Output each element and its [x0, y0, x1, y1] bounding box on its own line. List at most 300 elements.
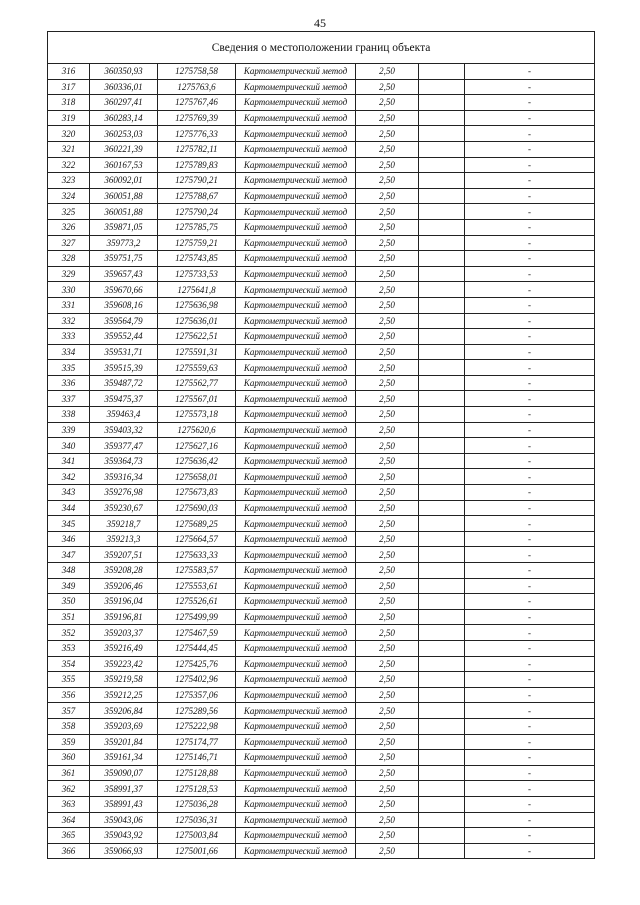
method-cell: Картометрический метод	[236, 703, 356, 719]
x-coordinate-cell: 359161,34	[90, 750, 158, 766]
description-cell: -	[465, 204, 595, 220]
y-coordinate-cell: 1275622,51	[158, 329, 236, 345]
point-number-cell: 319	[48, 110, 90, 126]
point-number-cell: 320	[48, 126, 90, 142]
description-cell: -	[465, 594, 595, 610]
description-cell: -	[465, 141, 595, 157]
point-number-cell: 353	[48, 640, 90, 656]
x-coordinate-cell: 358991,37	[90, 781, 158, 797]
description-cell: -	[465, 407, 595, 423]
table-row	[48, 594, 595, 610]
x-coordinate-cell: 359206,46	[90, 578, 158, 594]
y-coordinate-cell: 1275128,88	[158, 765, 236, 781]
y-coordinate-cell: 1275767,46	[158, 95, 236, 111]
accuracy-cell: 2,50	[356, 734, 419, 750]
method-cell: Картометрический метод	[236, 282, 356, 298]
table-row	[48, 734, 595, 750]
table-row	[48, 266, 595, 282]
accuracy-cell: 2,50	[356, 79, 419, 95]
y-coordinate-cell: 1275759,21	[158, 235, 236, 251]
point-number-cell: 334	[48, 344, 90, 360]
x-coordinate-cell: 359196,81	[90, 609, 158, 625]
description-cell: -	[465, 656, 595, 672]
table-row	[48, 110, 595, 126]
x-coordinate-cell: 358991,43	[90, 796, 158, 812]
point-number-cell: 358	[48, 718, 90, 734]
extra-cell	[419, 438, 465, 454]
description-cell: -	[465, 188, 595, 204]
table-row	[48, 469, 595, 485]
extra-cell	[419, 781, 465, 797]
point-number-cell: 349	[48, 578, 90, 594]
table-row	[48, 609, 595, 625]
x-coordinate-cell: 359531,71	[90, 344, 158, 360]
y-coordinate-cell: 1275788,67	[158, 188, 236, 204]
x-coordinate-cell: 359203,37	[90, 625, 158, 641]
extra-cell	[419, 765, 465, 781]
y-coordinate-cell: 1275567,01	[158, 391, 236, 407]
x-coordinate-cell: 360221,39	[90, 141, 158, 157]
description-cell: -	[465, 329, 595, 345]
x-coordinate-cell: 359219,58	[90, 672, 158, 688]
extra-cell	[419, 563, 465, 579]
extra-cell	[419, 812, 465, 828]
point-number-cell: 336	[48, 375, 90, 391]
description-cell: -	[465, 391, 595, 407]
table-row	[48, 750, 595, 766]
method-cell: Картометрический метод	[236, 95, 356, 111]
table-row	[48, 297, 595, 313]
y-coordinate-cell: 1275733,53	[158, 266, 236, 282]
accuracy-cell: 2,50	[356, 64, 419, 80]
y-coordinate-cell: 1275782,11	[158, 141, 236, 157]
table-row	[48, 828, 595, 844]
description-cell: -	[465, 453, 595, 469]
point-number-cell: 318	[48, 95, 90, 111]
extra-cell	[419, 360, 465, 376]
table-row	[48, 95, 595, 111]
description-cell: -	[465, 578, 595, 594]
method-cell: Картометрический метод	[236, 672, 356, 688]
point-number-cell: 352	[48, 625, 90, 641]
table-row	[48, 703, 595, 719]
point-number-cell: 338	[48, 407, 90, 423]
method-cell: Картометрический метод	[236, 79, 356, 95]
extra-cell	[419, 251, 465, 267]
x-coordinate-cell: 359657,43	[90, 266, 158, 282]
method-cell: Картометрический метод	[236, 219, 356, 235]
accuracy-cell: 2,50	[356, 703, 419, 719]
x-coordinate-cell: 359223,42	[90, 656, 158, 672]
description-cell: -	[465, 812, 595, 828]
extra-cell	[419, 126, 465, 142]
extra-cell	[419, 157, 465, 173]
y-coordinate-cell: 1275222,98	[158, 718, 236, 734]
accuracy-cell: 2,50	[356, 812, 419, 828]
extra-cell	[419, 531, 465, 547]
description-cell: -	[465, 563, 595, 579]
accuracy-cell: 2,50	[356, 640, 419, 656]
extra-cell	[419, 594, 465, 610]
accuracy-cell: 2,50	[356, 828, 419, 844]
y-coordinate-cell: 1275583,57	[158, 563, 236, 579]
y-coordinate-cell: 1275128,53	[158, 781, 236, 797]
x-coordinate-cell: 359066,93	[90, 843, 158, 859]
x-coordinate-cell: 359043,06	[90, 812, 158, 828]
extra-cell	[419, 516, 465, 532]
table-row	[48, 313, 595, 329]
accuracy-cell: 2,50	[356, 609, 419, 625]
accuracy-cell: 2,50	[356, 95, 419, 111]
accuracy-cell: 2,50	[356, 843, 419, 859]
method-cell: Картометрический метод	[236, 391, 356, 407]
extra-cell	[419, 843, 465, 859]
extra-cell	[419, 750, 465, 766]
method-cell: Картометрический метод	[236, 235, 356, 251]
method-cell: Картометрический метод	[236, 344, 356, 360]
extra-cell	[419, 173, 465, 189]
method-cell: Картометрический метод	[236, 718, 356, 734]
description-cell: -	[465, 266, 595, 282]
point-number-cell: 357	[48, 703, 90, 719]
point-number-cell: 339	[48, 422, 90, 438]
x-coordinate-cell: 359403,32	[90, 422, 158, 438]
description-cell: -	[465, 500, 595, 516]
table-row	[48, 173, 595, 189]
description-cell: -	[465, 469, 595, 485]
table-row	[48, 640, 595, 656]
y-coordinate-cell: 1275776,33	[158, 126, 236, 142]
method-cell: Картометрический метод	[236, 329, 356, 345]
x-coordinate-cell: 359218,7	[90, 516, 158, 532]
extra-cell	[419, 188, 465, 204]
y-coordinate-cell: 1275636,01	[158, 313, 236, 329]
method-cell: Картометрический метод	[236, 828, 356, 844]
y-coordinate-cell: 1275174,77	[158, 734, 236, 750]
y-coordinate-cell: 1275633,33	[158, 547, 236, 563]
y-coordinate-cell: 1275573,18	[158, 407, 236, 423]
accuracy-cell: 2,50	[356, 344, 419, 360]
method-cell: Картометрический метод	[236, 531, 356, 547]
y-coordinate-cell: 1275673,83	[158, 485, 236, 501]
accuracy-cell: 2,50	[356, 126, 419, 142]
description-cell: -	[465, 438, 595, 454]
x-coordinate-cell: 360350,93	[90, 64, 158, 80]
extra-cell	[419, 95, 465, 111]
accuracy-cell: 2,50	[356, 360, 419, 376]
accuracy-cell: 2,50	[356, 219, 419, 235]
y-coordinate-cell: 1275553,61	[158, 578, 236, 594]
table-row	[48, 563, 595, 579]
method-cell: Картометрический метод	[236, 625, 356, 641]
y-coordinate-cell: 1275789,83	[158, 157, 236, 173]
point-number-cell: 354	[48, 656, 90, 672]
extra-cell	[419, 625, 465, 641]
method-cell: Картометрический метод	[236, 313, 356, 329]
table-row	[48, 485, 595, 501]
y-coordinate-cell: 1275664,57	[158, 531, 236, 547]
description-cell: -	[465, 313, 595, 329]
method-cell: Картометрический метод	[236, 375, 356, 391]
accuracy-cell: 2,50	[356, 516, 419, 532]
extra-cell	[419, 656, 465, 672]
y-coordinate-cell: 1275559,63	[158, 360, 236, 376]
x-coordinate-cell: 359564,79	[90, 313, 158, 329]
method-cell: Картометрический метод	[236, 500, 356, 516]
y-coordinate-cell: 1275003,84	[158, 828, 236, 844]
method-cell: Картометрический метод	[236, 750, 356, 766]
x-coordinate-cell: 359773,2	[90, 235, 158, 251]
accuracy-cell: 2,50	[356, 563, 419, 579]
table-row	[48, 625, 595, 641]
x-coordinate-cell: 359515,39	[90, 360, 158, 376]
point-number-cell: 341	[48, 453, 90, 469]
point-number-cell: 361	[48, 765, 90, 781]
method-cell: Картометрический метод	[236, 734, 356, 750]
extra-cell	[419, 500, 465, 516]
description-cell: -	[465, 282, 595, 298]
x-coordinate-cell: 360297,41	[90, 95, 158, 111]
extra-cell	[419, 313, 465, 329]
extra-cell	[419, 687, 465, 703]
x-coordinate-cell: 359608,16	[90, 297, 158, 313]
extra-cell	[419, 828, 465, 844]
extra-cell	[419, 734, 465, 750]
table-row	[48, 500, 595, 516]
point-number-cell: 347	[48, 547, 90, 563]
method-cell: Картометрический метод	[236, 547, 356, 563]
point-number-cell: 365	[48, 828, 90, 844]
extra-cell	[419, 547, 465, 563]
table-row	[48, 141, 595, 157]
point-number-cell: 330	[48, 282, 90, 298]
x-coordinate-cell: 360092,01	[90, 173, 158, 189]
x-coordinate-cell: 360167,53	[90, 157, 158, 173]
table-row	[48, 126, 595, 142]
table-row	[48, 188, 595, 204]
accuracy-cell: 2,50	[356, 469, 419, 485]
description-cell: -	[465, 344, 595, 360]
method-cell: Картометрический метод	[236, 126, 356, 142]
extra-cell	[419, 718, 465, 734]
accuracy-cell: 2,50	[356, 282, 419, 298]
accuracy-cell: 2,50	[356, 188, 419, 204]
x-coordinate-cell: 359377,47	[90, 438, 158, 454]
x-coordinate-cell: 359206,84	[90, 703, 158, 719]
method-cell: Картометрический метод	[236, 453, 356, 469]
description-cell: -	[465, 750, 595, 766]
x-coordinate-cell: 360283,14	[90, 110, 158, 126]
description-cell: -	[465, 781, 595, 797]
point-number-cell: 346	[48, 531, 90, 547]
x-coordinate-cell: 359213,3	[90, 531, 158, 547]
method-cell: Картометрический метод	[236, 656, 356, 672]
accuracy-cell: 2,50	[356, 204, 419, 220]
y-coordinate-cell: 1275146,71	[158, 750, 236, 766]
description-cell: -	[465, 640, 595, 656]
y-coordinate-cell: 1275641,8	[158, 282, 236, 298]
table-row	[48, 438, 595, 454]
y-coordinate-cell: 1275627,16	[158, 438, 236, 454]
extra-cell	[419, 796, 465, 812]
x-coordinate-cell: 359670,66	[90, 282, 158, 298]
accuracy-cell: 2,50	[356, 297, 419, 313]
y-coordinate-cell: 1275444,45	[158, 640, 236, 656]
point-number-cell: 325	[48, 204, 90, 220]
table-row	[48, 531, 595, 547]
method-cell: Картометрический метод	[236, 765, 356, 781]
table-row	[48, 79, 595, 95]
table-row	[48, 843, 595, 859]
method-cell: Картометрический метод	[236, 266, 356, 282]
x-coordinate-cell: 359090,07	[90, 765, 158, 781]
y-coordinate-cell: 1275790,24	[158, 204, 236, 220]
table-row	[48, 344, 595, 360]
x-coordinate-cell: 359463,4	[90, 407, 158, 423]
extra-cell	[419, 453, 465, 469]
point-number-cell: 348	[48, 563, 90, 579]
table-row	[48, 578, 595, 594]
extra-cell	[419, 344, 465, 360]
point-number-cell: 345	[48, 516, 90, 532]
table-title-row	[48, 32, 595, 64]
point-number-cell: 344	[48, 500, 90, 516]
table-row	[48, 391, 595, 407]
description-cell: -	[465, 765, 595, 781]
x-coordinate-cell: 359043,92	[90, 828, 158, 844]
description-cell: -	[465, 734, 595, 750]
method-cell: Картометрический метод	[236, 251, 356, 267]
description-cell: -	[465, 687, 595, 703]
accuracy-cell: 2,50	[356, 687, 419, 703]
point-number-cell: 331	[48, 297, 90, 313]
x-coordinate-cell: 359475,37	[90, 391, 158, 407]
extra-cell	[419, 391, 465, 407]
description-cell: -	[465, 422, 595, 438]
method-cell: Картометрический метод	[236, 609, 356, 625]
x-coordinate-cell: 359216,49	[90, 640, 158, 656]
point-number-cell: 335	[48, 360, 90, 376]
table-row	[48, 219, 595, 235]
x-coordinate-cell: 359487,72	[90, 375, 158, 391]
table-row	[48, 687, 595, 703]
point-number-cell: 363	[48, 796, 90, 812]
description-cell: -	[465, 126, 595, 142]
accuracy-cell: 2,50	[356, 781, 419, 797]
x-coordinate-cell: 360051,88	[90, 204, 158, 220]
table-row	[48, 251, 595, 267]
accuracy-cell: 2,50	[356, 500, 419, 516]
table-row	[48, 329, 595, 345]
description-cell: -	[465, 157, 595, 173]
extra-cell	[419, 329, 465, 345]
y-coordinate-cell: 1275036,31	[158, 812, 236, 828]
table-row	[48, 765, 595, 781]
method-cell: Картометрический метод	[236, 563, 356, 579]
description-cell: -	[465, 375, 595, 391]
y-coordinate-cell: 1275425,76	[158, 656, 236, 672]
table-row	[48, 204, 595, 220]
point-number-cell: 364	[48, 812, 90, 828]
accuracy-cell: 2,50	[356, 547, 419, 563]
description-cell: -	[465, 95, 595, 111]
y-coordinate-cell: 1275785,75	[158, 219, 236, 235]
extra-cell	[419, 219, 465, 235]
accuracy-cell: 2,50	[356, 391, 419, 407]
x-coordinate-cell: 359230,67	[90, 500, 158, 516]
table-row	[48, 796, 595, 812]
extra-cell	[419, 407, 465, 423]
accuracy-cell: 2,50	[356, 266, 419, 282]
y-coordinate-cell: 1275743,85	[158, 251, 236, 267]
description-cell: -	[465, 235, 595, 251]
point-number-cell: 351	[48, 609, 90, 625]
x-coordinate-cell: 359212,25	[90, 687, 158, 703]
accuracy-cell: 2,50	[356, 750, 419, 766]
table-row	[48, 547, 595, 563]
y-coordinate-cell: 1275402,96	[158, 672, 236, 688]
description-cell: -	[465, 796, 595, 812]
point-number-cell: 337	[48, 391, 90, 407]
point-number-cell: 321	[48, 141, 90, 157]
y-coordinate-cell: 1275467,59	[158, 625, 236, 641]
accuracy-cell: 2,50	[356, 422, 419, 438]
extra-cell	[419, 640, 465, 656]
point-number-cell: 324	[48, 188, 90, 204]
accuracy-cell: 2,50	[356, 656, 419, 672]
table-row	[48, 718, 595, 734]
y-coordinate-cell: 1275526,61	[158, 594, 236, 610]
x-coordinate-cell: 359196,04	[90, 594, 158, 610]
y-coordinate-cell: 1275636,42	[158, 453, 236, 469]
point-number-cell: 360	[48, 750, 90, 766]
page-number: 45	[314, 16, 326, 30]
point-number-cell: 366	[48, 843, 90, 859]
accuracy-cell: 2,50	[356, 453, 419, 469]
x-coordinate-cell: 359751,75	[90, 251, 158, 267]
point-number-cell: 342	[48, 469, 90, 485]
method-cell: Картометрический метод	[236, 796, 356, 812]
method-cell: Картометрический метод	[236, 485, 356, 501]
point-number-cell: 316	[48, 64, 90, 80]
point-number-cell: 340	[48, 438, 90, 454]
y-coordinate-cell: 1275001,66	[158, 843, 236, 859]
description-cell: -	[465, 843, 595, 859]
accuracy-cell: 2,50	[356, 329, 419, 345]
x-coordinate-cell: 359207,51	[90, 547, 158, 563]
point-number-cell: 355	[48, 672, 90, 688]
y-coordinate-cell: 1275562,77	[158, 375, 236, 391]
point-number-cell: 332	[48, 313, 90, 329]
method-cell: Картометрический метод	[236, 173, 356, 189]
table-row	[48, 656, 595, 672]
x-coordinate-cell: 360051,88	[90, 188, 158, 204]
method-cell: Картометрический метод	[236, 297, 356, 313]
x-coordinate-cell: 359203,69	[90, 718, 158, 734]
x-coordinate-cell: 359201,84	[90, 734, 158, 750]
point-number-cell: 350	[48, 594, 90, 610]
y-coordinate-cell: 1275790,21	[158, 173, 236, 189]
method-cell: Картометрический метод	[236, 812, 356, 828]
accuracy-cell: 2,50	[356, 531, 419, 547]
description-cell: -	[465, 79, 595, 95]
method-cell: Картометрический метод	[236, 781, 356, 797]
description-cell: -	[465, 531, 595, 547]
method-cell: Картометрический метод	[236, 188, 356, 204]
accuracy-cell: 2,50	[356, 625, 419, 641]
extra-cell	[419, 297, 465, 313]
method-cell: Картометрический метод	[236, 640, 356, 656]
